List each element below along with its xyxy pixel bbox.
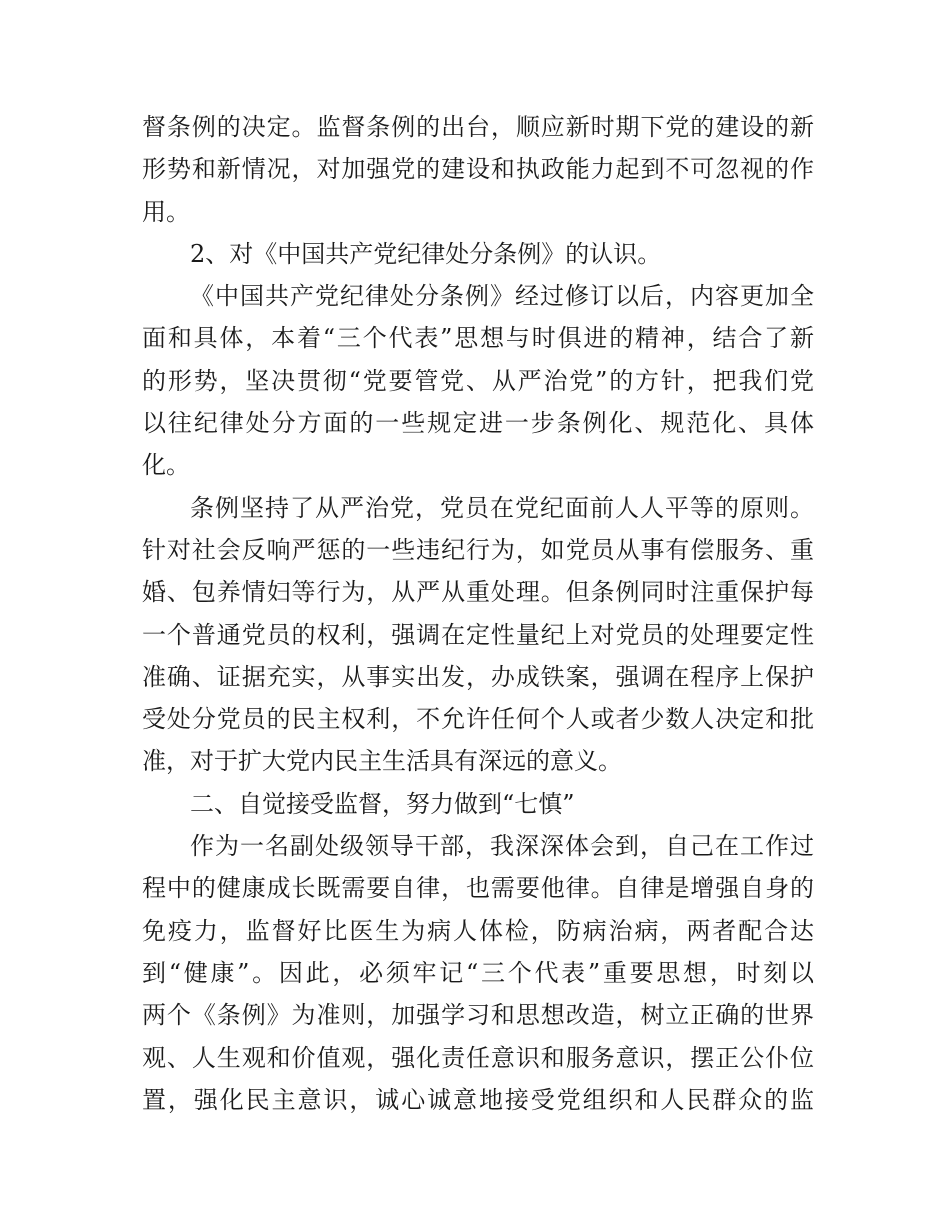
text-line: 准，对于扩大党内民主生活具有深远的意义。	[142, 747, 622, 776]
text-line: 准确、证据充实，从事实出发，办成铁案，强调在程序上保护	[142, 662, 814, 691]
text-line: 面和具体，本着“三个代表”思想与时俱进的精神，结合了新	[142, 324, 814, 353]
text-line: 作为一名副处级领导干部，我深深体会到，自己在工作过	[190, 832, 814, 861]
text-line: 受处分党员的民主权利，不允许任何个人或者少数人决定和批	[142, 705, 814, 734]
text-line: 以往纪律处分方面的一些规定进一步条例化、规范化、具体	[142, 409, 814, 438]
section-heading: 二、自觉接受监督，努力做到“七慎”	[190, 789, 575, 818]
text-line: 程中的健康成长既需要自律，也需要他律。自律是增强自身的	[142, 874, 814, 903]
text-line: 针对社会反响严惩的一些违纪行为，如党员从事有偿服务、重	[142, 535, 814, 564]
text-line: 的形势，坚决贯彻“党要管党、从严治党”的方针，把我们党	[142, 366, 814, 395]
document-body	[142, 106, 814, 1121]
section-heading: 2、对《中国共产党纪律处分条例》的认识。	[190, 239, 662, 268]
text-line: 《中国共产党纪律处分条例》经过修订以后，内容更加全	[190, 282, 814, 311]
text-line: 条例坚持了从严治党，党员在党纪面前人人平等的原则。	[190, 493, 814, 522]
text-line: 观、人生观和价值观，强化责任意识和服务意识，摆正公仆位	[142, 1043, 814, 1072]
text-line: 到“健康”。因此，必须牢记“三个代表”重要思想，时刻以	[142, 958, 814, 987]
text-line: 一个普通党员的权利，强调在定性量纪上对党员的处理要定性	[142, 620, 814, 649]
text-line: 婚、包养情妇等行为，从严从重处理。但条例同时注重保护每	[142, 578, 814, 607]
text-line: 两个《条例》为准则，加强学习和思想改造，树立正确的世界	[142, 1001, 814, 1030]
text-line: 用。	[142, 197, 190, 226]
text-line: 形势和新情况，对加强党的建设和执政能力起到不可忽视的作	[142, 155, 814, 184]
text-line: 督条例的决定。监督条例的出台，顺应新时期下党的建设的新	[142, 113, 814, 141]
text-line: 化。	[142, 451, 190, 480]
text-line: 置，强化民主意识，诚心诚意地接受党组织和人民群众的监	[142, 1085, 814, 1114]
text-line: 免疫力，监督好比医生为病人体检，防病治病，两者配合达	[142, 916, 814, 945]
